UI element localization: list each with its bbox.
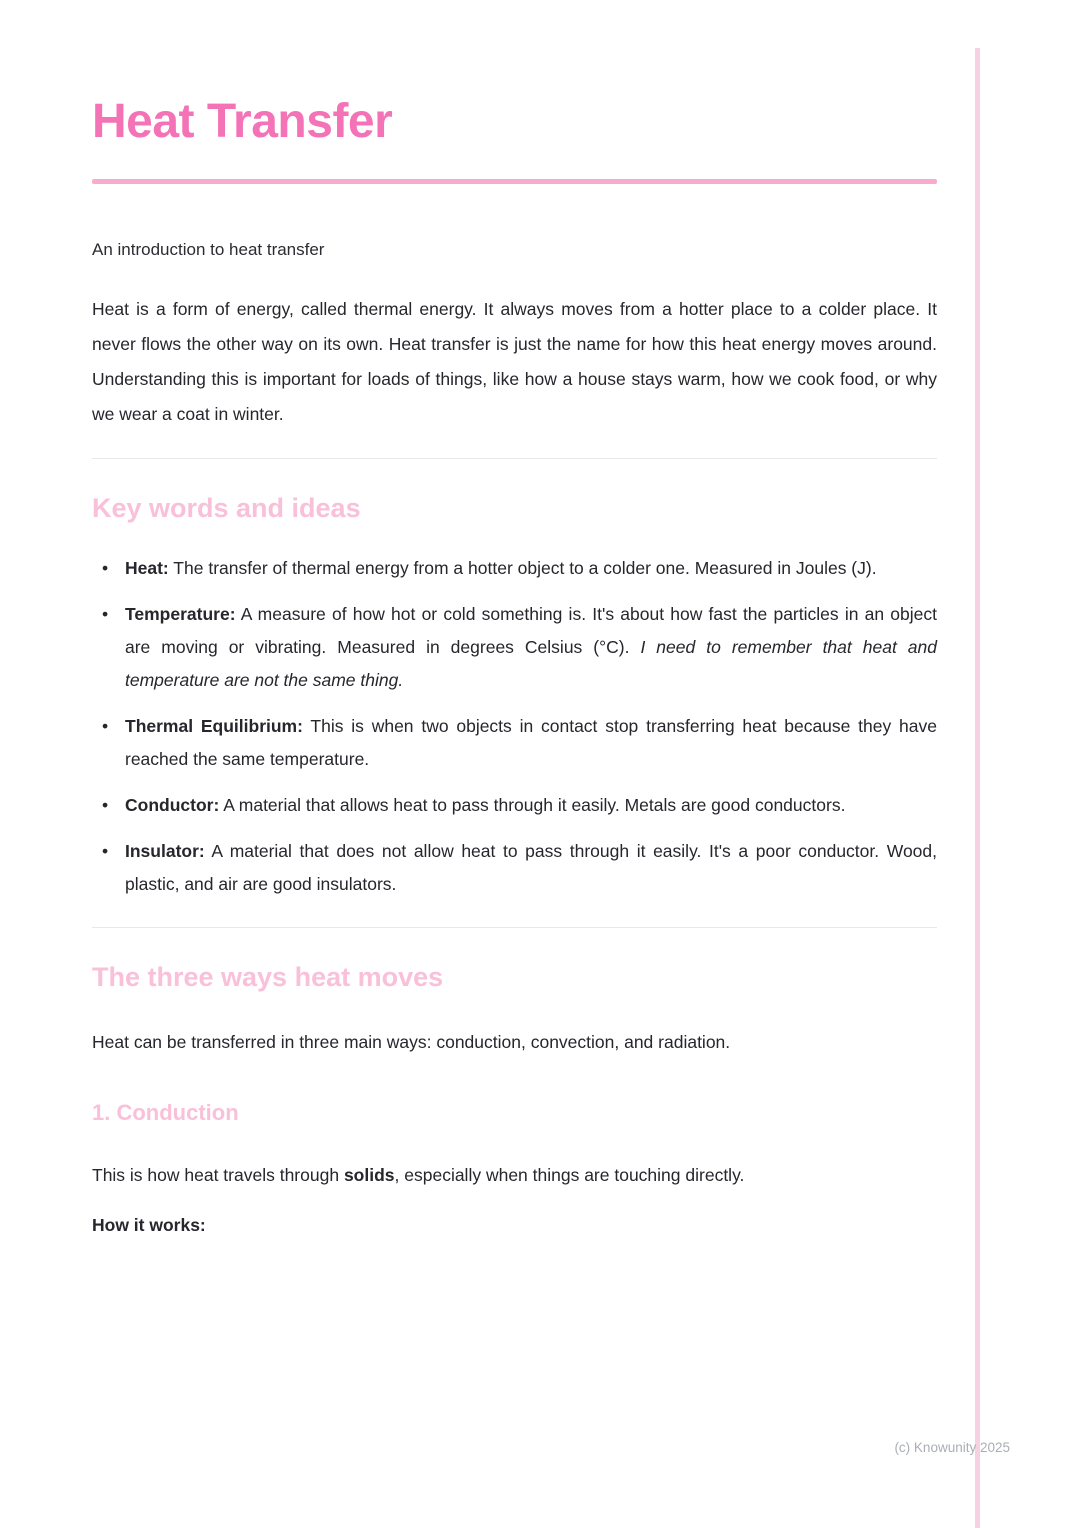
conduction-paragraph — [92, 1158, 937, 1193]
keyword-term: Insulator: — [125, 840, 205, 861]
copyright-footer: (c) Knowunity 2025 — [894, 1440, 1010, 1455]
page-edge-accent — [975, 48, 980, 1528]
document-subtitle: An introduction to heat transfer — [92, 239, 325, 259]
list-item-conductor — [92, 789, 937, 822]
conduction-bold-word: solids — [343, 1164, 395, 1185]
keyword-text: This is when two objects in contact stop transferring heat because they have reached the same temperature. — [125, 715, 937, 769]
conduction-heading: 1. Conduction — [92, 1099, 239, 1125]
section-divider — [92, 927, 937, 928]
conduction-text-after: , especially when things are touching directly. — [394, 1164, 745, 1185]
section-divider — [92, 458, 937, 459]
keyword-text: A material that allows heat to pass through it easily. Metals are good conductors. — [219, 794, 846, 815]
keyword-text: A material that does not allow heat to pass through it easily. It's a poor conductor. Wood, plastic, and air are good insulators. — [125, 840, 937, 894]
conduction-text-before: This is how heat travels through — [92, 1164, 344, 1185]
keyword-text: The transfer of thermal energy from a hotter object to a colder one. Measured in Joules (J). — [168, 557, 877, 578]
keyword-term: Thermal Equilibrium: — [125, 715, 303, 736]
keyword-list — [92, 552, 937, 901]
bullet-marker: • — [102, 794, 109, 815]
ways-heading: The three ways heat moves — [92, 961, 444, 992]
list-item-heat — [92, 552, 937, 585]
how-it-works-label: How it works: — [92, 1214, 206, 1235]
keyword-term: Temperature: — [125, 603, 236, 624]
page-title: Heat Transfer — [92, 95, 393, 148]
keyword-note-italic: I need to remember that heat and temperature are not the same thing. — [125, 636, 938, 690]
list-item-thermal-equilibrium — [92, 710, 937, 776]
ways-intro-paragraph: Heat can be transferred in three main ways: conduction, convection, and radiation. — [92, 1031, 731, 1052]
keywords-heading: Key words and ideas — [92, 492, 361, 523]
keyword-text: A measure of how hot or cold something is. It's about how fast the particles in an object are moving or vibrating. Measured in degrees Celsius (°C). — [125, 603, 937, 657]
keyword-term: Conductor: — [125, 794, 220, 815]
bullet-marker: • — [102, 840, 109, 861]
bullet-marker: • — [102, 557, 109, 578]
list-item-insulator — [92, 835, 937, 901]
keyword-term: Heat: — [125, 557, 169, 578]
list-item-temperature — [92, 598, 937, 697]
bullet-marker: • — [102, 603, 109, 624]
intro-paragraph: Heat is a form of energy, called thermal energy. It always moves from a hotter place to a colder place. It never flows the other way on its own. Heat transfer is just the name for how this heat energy moves around. Understanding this is important for loads of things, like how a house stays warm, how we cook food, or why we wear a coat in winter. — [92, 298, 937, 424]
title-underline — [92, 179, 937, 184]
bullet-marker: • — [102, 715, 109, 736]
document-content — [92, 0, 937, 1236]
